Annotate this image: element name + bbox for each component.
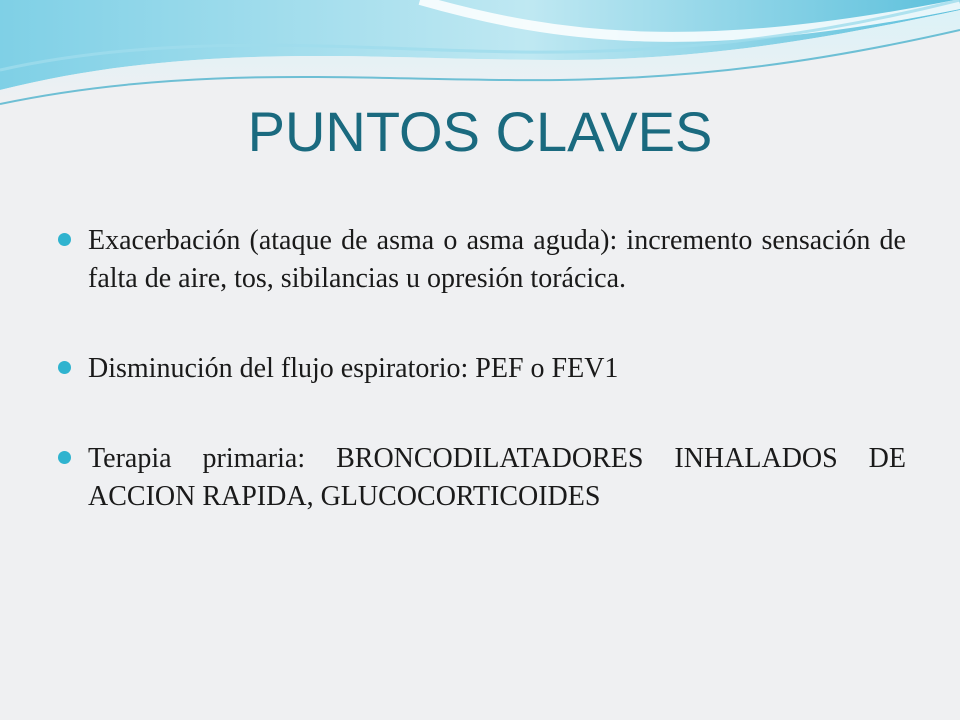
slide-title: PUNTOS CLAVES xyxy=(247,100,713,163)
bullet-text: Exacerbación (ataque de asma o asma aguda): incremento sensación de falta de aire, tos, sibilancias u opresión torácica. xyxy=(88,225,906,294)
bullet-list xyxy=(88,222,906,516)
bullet-dot-icon xyxy=(58,233,71,246)
bullet-item-terapia xyxy=(88,440,906,516)
bullet-item-flujo xyxy=(88,350,906,388)
bullet-dot-icon xyxy=(58,451,71,464)
bullet-item-exacerbacion xyxy=(88,222,906,298)
bullet-text: Disminución del flujo espiratorio: PEF o FEV1 xyxy=(88,353,619,384)
bullet-text: Terapia primaria: BRONCODILATADORES INHALADOS DE ACCION RAPIDA, GLUCOCORTICOIDES xyxy=(88,443,906,512)
bullet-dot-icon xyxy=(58,361,71,374)
